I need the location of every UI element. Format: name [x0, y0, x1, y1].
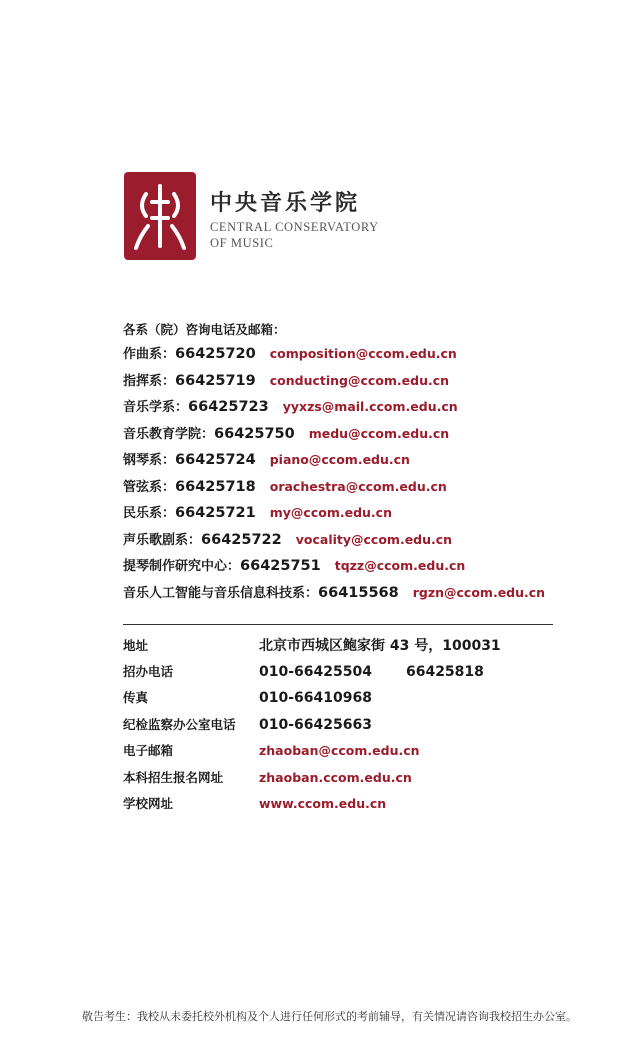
- department-email-link[interactable]: orachestra@ccom.edu.cn: [269, 478, 447, 494]
- department-name: 钢琴系：: [123, 453, 176, 468]
- school-site-label: 学校网址: [123, 796, 174, 811]
- department-email-link[interactable]: tqzz@ccom.edu.cn: [334, 558, 466, 573]
- admissions-phone-value-2: 66425818: [405, 663, 484, 680]
- department-name: 提琴制作研究中心：: [123, 559, 241, 574]
- logo-name-cn: 中央音乐学院: [210, 190, 361, 216]
- department-name: 声乐歌剧系：: [123, 532, 202, 548]
- department-name: 音乐教育学院：: [123, 426, 215, 442]
- department-row: [123, 476, 545, 503]
- admissions-phone-label: 招办电话: [123, 663, 174, 679]
- department-email-link[interactable]: medu@ccom.edu.cn: [308, 425, 450, 441]
- department-phone: 66425720: [175, 346, 256, 362]
- department-phone: 66425722: [201, 531, 282, 548]
- department-name: 音乐人工智能与音乐信息科技系：: [123, 585, 319, 601]
- logo-name-en-line1: CENTRAL CONSERVATORY: [210, 220, 379, 234]
- department-phone: 66425723: [188, 399, 269, 415]
- department-name: 作曲系：: [123, 347, 176, 362]
- department-row: [123, 582, 545, 609]
- info-row-address: [123, 635, 501, 662]
- department-phone: 66415568: [318, 584, 399, 601]
- section-divider: [123, 624, 553, 625]
- department-phone: 66425724: [175, 452, 256, 468]
- department-email-link[interactable]: conducting@ccom.edu.cn: [269, 372, 450, 388]
- department-name: 音乐学系：: [123, 400, 189, 415]
- fax-label: 传真: [123, 690, 149, 705]
- department-row: [123, 502, 545, 529]
- school-info-list: [123, 635, 501, 821]
- department-name: 管弦系：: [123, 479, 176, 495]
- department-phone: 66425751: [240, 558, 321, 574]
- department-row: [123, 449, 545, 476]
- department-phone: 66425718: [175, 478, 256, 495]
- info-row-discipline-phone: [123, 715, 501, 742]
- info-row-email: [123, 741, 501, 768]
- admissions-site-label: 本科招生报名网址: [123, 769, 224, 785]
- department-phone: 66425719: [175, 372, 256, 389]
- department-name: 民乐系：: [123, 506, 176, 521]
- school-site-link[interactable]: www.ccom.edu.cn: [259, 796, 387, 811]
- department-email-link[interactable]: composition@ccom.edu.cn: [269, 346, 457, 361]
- admissions-site-link[interactable]: zhaoban.ccom.edu.cn: [259, 769, 412, 785]
- department-row: [123, 396, 545, 423]
- department-email-link[interactable]: yyxzs@mail.ccom.edu.cn: [282, 399, 458, 414]
- school-logo: [124, 172, 414, 262]
- department-name: 指挥系：: [123, 373, 176, 389]
- department-email-link[interactable]: rgzn@ccom.edu.cn: [412, 584, 546, 600]
- fax-value: 010-66410968: [259, 690, 372, 706]
- department-email-link[interactable]: piano@ccom.edu.cn: [269, 452, 410, 467]
- footer-notice: 敬告考生：我校从未委托校外机构及个人进行任何形式的考前辅导，有关情况请咨询我校招生办公室。: [82, 1010, 577, 1023]
- info-row-admissions-phone: [123, 662, 501, 689]
- department-phone: 66425750: [214, 425, 295, 442]
- department-phone: 66425721: [175, 505, 256, 521]
- info-row-school-site: [123, 794, 501, 821]
- department-row: [123, 529, 545, 556]
- contacts-heading: 各系（院）咨询电话及邮箱：: [123, 322, 286, 337]
- department-list: [123, 343, 545, 608]
- department-row: [123, 555, 545, 582]
- department-row: [123, 423, 545, 450]
- department-email-link[interactable]: my@ccom.edu.cn: [269, 505, 392, 520]
- address-value: 北京市西城区鲍家街 43 号，100031: [259, 638, 501, 654]
- email-link[interactable]: zhaoban@ccom.edu.cn: [259, 743, 420, 758]
- discipline-phone-label: 纪检监察办公室电话: [123, 716, 236, 732]
- address-label: 地址: [123, 638, 149, 653]
- logo-name-en-line2: OF MUSIC: [210, 236, 274, 250]
- department-email-link[interactable]: vocality@ccom.edu.cn: [295, 531, 453, 547]
- info-row-fax: [123, 688, 501, 715]
- info-row-admissions-site: [123, 768, 501, 795]
- department-row: [123, 370, 545, 397]
- logo-seal-icon: [124, 172, 196, 260]
- email-label: 电子邮箱: [123, 743, 174, 758]
- admissions-phone-value: 010-66425504: [259, 663, 372, 680]
- department-row: [123, 343, 545, 370]
- discipline-phone-value: 010-66425663: [259, 716, 372, 733]
